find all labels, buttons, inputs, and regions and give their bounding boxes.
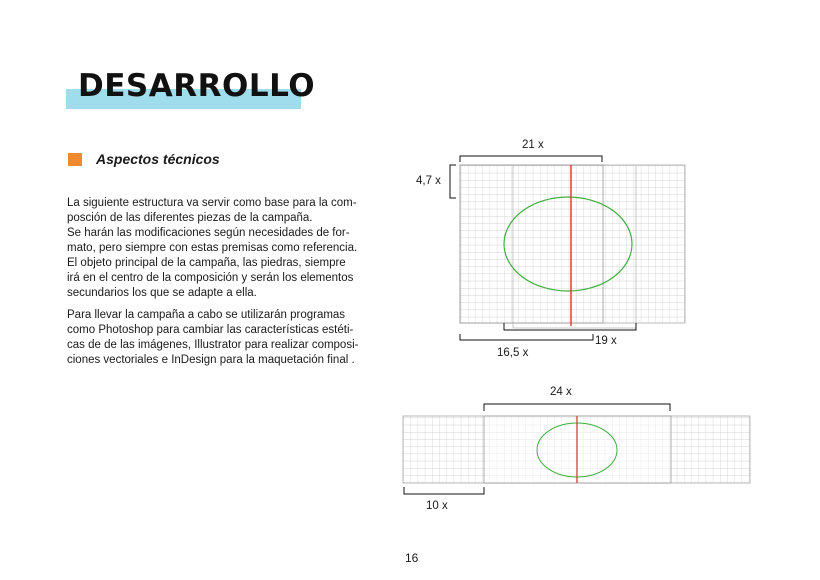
body-paragraph: La siguiente estructura va servir como base para la com- posción de las diferentes piezas de la campaña. Se harán las modificaciones según necesidades de for- mato, pero siempre con estas premisas como referencia. El objeto principal de la campaña, las piedras, siempre irá en el centro de la composición y serán los elementos secundarios los que se adapte a ella.: [67, 197, 358, 299]
diagram-2: [403, 404, 750, 494]
dimension-label: 24 x: [550, 386, 572, 398]
dimension-label: 10 x: [426, 500, 448, 512]
width-bracket-bottom: [404, 487, 484, 494]
dimension-label: 21 x: [522, 139, 544, 151]
body-paragraph: Para llevar la campaña a cabo se utilizarán programas como Photoshop para cambiar las características estéti- cas de de las imágenes, Illustrator para realizar composi- ciones vectoriales e InDesign para la maquetación final .: [67, 309, 359, 366]
height-bracket-left: [450, 165, 456, 198]
dimension-label: 19 x: [595, 335, 617, 347]
dimension-label: 4,7 x: [416, 175, 441, 187]
page-number: 16: [405, 551, 419, 565]
dimension-label: 16,5 x: [497, 347, 529, 359]
width-bracket-bottom-left: [460, 334, 593, 340]
section-title: Aspectos técnicos: [96, 151, 220, 167]
diagram-1: [450, 156, 685, 340]
page-title: DESARROLLO: [78, 68, 316, 104]
width-bracket-bottom-right: [504, 323, 636, 330]
grid-background: [460, 165, 685, 323]
width-bracket-top: [484, 404, 670, 411]
width-bracket-top: [460, 156, 602, 162]
